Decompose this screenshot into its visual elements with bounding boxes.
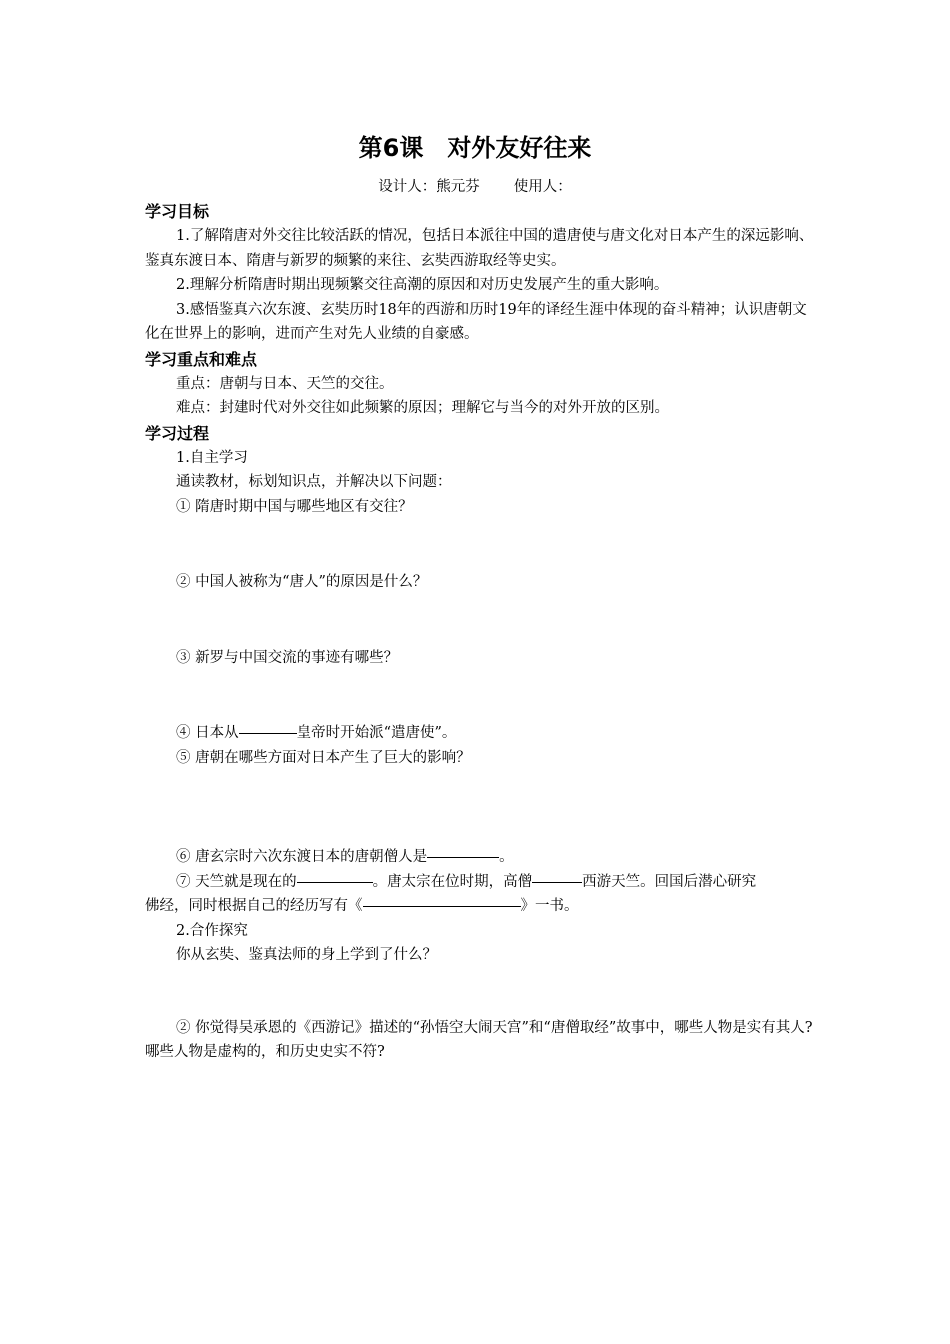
worksheet-content (145, 199, 817, 1065)
cooperative-question-2: ② 你觉得吴承恩的《西游记》描述的“孙悟空大闹天宫”和“唐僧取经”故事中，哪些人物是实有其人?哪些人物是虚构的，和历史史实不符? (145, 1019, 813, 1060)
answer-space-2 (145, 595, 817, 646)
answer-space-5 (145, 770, 817, 845)
answer-space-coop-1 (145, 968, 817, 1016)
self-study-instruction: 通读教材，标划知识点，并解决以下问题： (176, 474, 452, 490)
objective-item-2: 2.理解分析隋唐时期出现频繁交往高潮的原因和对历史发展产生的重大影响。 (176, 277, 669, 293)
answer-space-3 (145, 670, 817, 721)
key-focus: 重点：唐朝与日本、天竺的交往。 (176, 375, 394, 392)
fill-blank-emperor[interactable] (239, 732, 297, 734)
fill-blank-monk[interactable] (427, 856, 499, 858)
user-label: 使用人： (513, 179, 572, 195)
question-4: ④ 日本从 皇帝时开始派“遣唐使”。 (176, 725, 457, 741)
fill-blank-monk-name[interactable] (532, 881, 582, 883)
question-3: ③ 新罗与中国交流的事迹有哪些？ (176, 649, 399, 666)
process-heading: 学习过程 (145, 423, 210, 443)
answer-space-1 (145, 519, 817, 570)
cooperative-label: 2.合作探究 (176, 922, 248, 939)
lesson-title: 第6课 对外友好往来 (358, 134, 592, 162)
question-7: ⑦ 天竺就是现在的 。唐太宗在位时期，高僧 西游天竺。回国后潜心研究 (176, 873, 757, 890)
question-1: ① 隋唐时期中国与哪些地区有交往？ (176, 498, 413, 515)
fill-blank-country[interactable] (297, 881, 373, 883)
self-study-label: 1.自主学习 (176, 449, 248, 466)
cooperative-question-1: 你从玄奘、鉴真法师的身上学到了什么？ (176, 947, 437, 963)
question-6: ⑥ 唐玄宗时六次东渡日本的唐朝僧人是 。 (176, 849, 514, 865)
fill-blank-book[interactable] (363, 905, 521, 907)
byline (0, 175, 950, 199)
question-7-continued: 佛经，同时根据自己的经历写有《 》一书。 (145, 898, 579, 914)
objective-item-1: 1.了解隋唐对外交往比较活跃的情况，包括日本派往中国的遣唐使与唐文化对日本产生的深远影响、鉴真东渡日本、隋唐与新罗的频繁的来往、玄奘西游取经等史实。 (145, 228, 814, 269)
key-difficulty: 难点：封建时代对外交往如此频繁的原因；理解它与当今的对外开放的区别。 (176, 400, 669, 416)
objective-item-3: 3.感悟鉴真六次东渡、玄奘历时18年的西游和历时19年的译经生涯中体现的奋斗精神；认识唐朝文化在世界上的影响，进而产生对先人业绩的自豪感。 (145, 301, 807, 342)
question-5: ⑤ 唐朝在哪些方面对日本产生了巨大的影响？ (176, 749, 471, 766)
key-points-heading: 学习重点和难点 (145, 349, 258, 369)
question-2: ② 中国人被称为“唐人”的原因是什么？ (176, 574, 428, 590)
objectives-heading: 学习目标 (145, 202, 210, 221)
designer-label: 设计人：熊元芬 (378, 179, 480, 195)
